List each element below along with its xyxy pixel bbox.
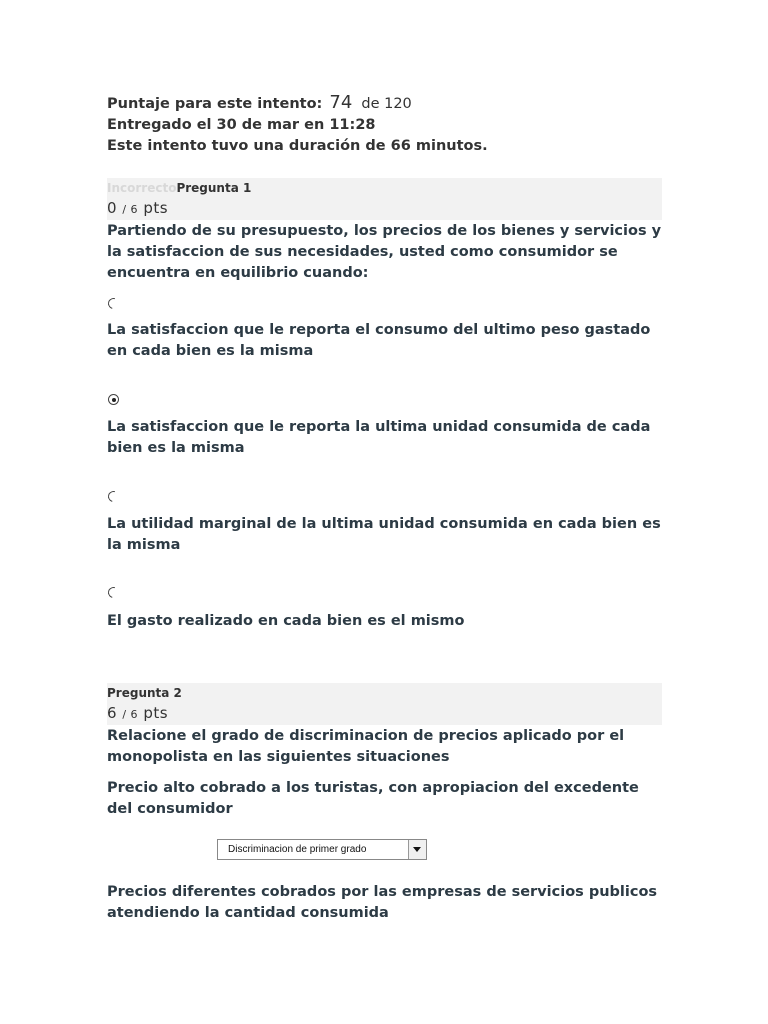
- match-item-1-text: Precio alto cobrado a los turistas, con apropiacion del excedente del consumidor: [107, 780, 639, 817]
- question-2-title-line: [107, 683, 662, 703]
- question-1-header: [107, 178, 662, 220]
- question-1-pts: pts: [143, 199, 169, 217]
- option-4-radio[interactable]: [106, 585, 121, 600]
- question-2-points: [107, 703, 662, 725]
- score-total: de 120: [361, 96, 412, 112]
- question-1-score: 0: [107, 199, 118, 217]
- question-1-label: Pregunta 1: [176, 181, 252, 195]
- match-item-2-text: Precios diferentes cobrados por las empresas de servicios publicos atendiendo la cantidad consumida: [107, 884, 658, 921]
- score-line: [107, 92, 488, 115]
- score-value: 74: [329, 92, 353, 113]
- option-3-radio[interactable]: [106, 489, 121, 504]
- option-4-label: El gasto realizado en cada bien es el mismo: [107, 613, 465, 629]
- submitted-line: Entregado el 30 de mar en 11:28: [107, 117, 376, 133]
- question-2-text: Relacione el grado de discriminacion de precios aplicado por el monopolista en las siguientes situaciones: [107, 728, 625, 765]
- option-2-label: La satisfaccion que le reporta la ultima unidad consumida de cada bien es la misma: [107, 419, 651, 456]
- question-2-score: 6: [107, 704, 118, 722]
- chevron-down-icon[interactable]: [408, 840, 426, 859]
- question-2-max: / 6: [122, 708, 139, 721]
- match-item-1-selected: Discriminacion de primer grado: [228, 844, 367, 855]
- attempt-summary: [107, 92, 488, 157]
- option-3-label: La utilidad marginal de la ultima unidad consumida en cada bien es la misma: [107, 516, 661, 553]
- question-1-points: [107, 198, 662, 220]
- question-1-text: Partiendo de su presupuesto, los precios de los bienes y servicios y la satisfaccion de sus necesidades, usted como consumidor se encuentra en equilibrio cuando:: [107, 223, 662, 281]
- question-2-pts: pts: [143, 704, 169, 722]
- score-label: Puntaje para este intento:: [107, 96, 323, 112]
- match-item-1-select[interactable]: [217, 839, 427, 860]
- option-1-label: La satisfaccion que le reporta el consumo del ultimo peso gastado en cada bien es la misma: [107, 322, 651, 359]
- duration-line: Este intento tuvo una duración de 66 minutos.: [107, 138, 488, 154]
- question-2-label: Pregunta 2: [107, 686, 182, 700]
- option-1-radio[interactable]: [106, 296, 121, 311]
- incorrect-badge: Incorrecto: [107, 181, 177, 195]
- question-1-title-line: [107, 178, 662, 198]
- question-2-header: [107, 683, 662, 725]
- question-1-max: / 6: [122, 203, 139, 216]
- option-2-radio[interactable]: [108, 394, 119, 405]
